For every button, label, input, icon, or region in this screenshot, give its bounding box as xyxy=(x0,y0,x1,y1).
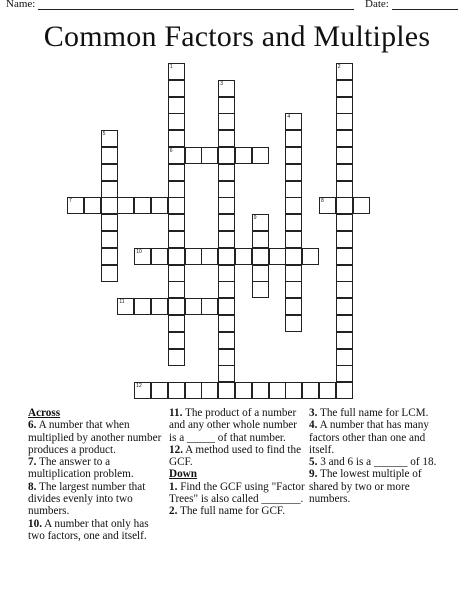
grid-cell[interactable] xyxy=(336,248,353,265)
clue-down-4 xyxy=(309,419,449,456)
grid-cell[interactable] xyxy=(252,231,269,248)
clue-number-label: 9 xyxy=(253,215,257,222)
grid-cell[interactable] xyxy=(235,147,252,164)
grid-cell[interactable] xyxy=(168,113,185,130)
grid-cell[interactable] xyxy=(336,265,353,282)
grid-cell[interactable] xyxy=(336,349,353,366)
clue-text: The lowest multiple of shared by two or more numbers. xyxy=(309,468,422,506)
grid-cell[interactable] xyxy=(285,382,302,399)
clue-across-10 xyxy=(28,518,164,543)
grid-cell[interactable] xyxy=(168,164,185,181)
page-title: Common Factors and Multiples xyxy=(43,20,431,53)
clue-text: A number that only has two factors, one and itself. xyxy=(28,517,149,542)
grid-cell[interactable] xyxy=(336,97,353,114)
grid-cell[interactable] xyxy=(168,349,185,366)
grid-cell[interactable] xyxy=(235,248,252,265)
down-heading: Down xyxy=(169,468,197,481)
grid-cell[interactable] xyxy=(319,197,336,214)
clue-number-label: 12 xyxy=(136,383,142,390)
clue-down-1 xyxy=(169,481,305,506)
grid-cell[interactable] xyxy=(218,113,235,130)
date-label: Date: xyxy=(365,0,389,10)
grid-cell[interactable] xyxy=(151,382,168,399)
grid-cell[interactable] xyxy=(101,214,118,231)
clue-number-label: 6 xyxy=(169,148,173,154)
grid-cell[interactable] xyxy=(168,265,185,282)
grid-cell[interactable] xyxy=(336,315,353,332)
grid-cell[interactable] xyxy=(218,248,235,265)
clue-down-5 xyxy=(309,456,449,468)
grid-cell[interactable] xyxy=(285,265,302,282)
grid-cell[interactable] xyxy=(218,265,235,282)
grid-cell[interactable] xyxy=(218,231,235,248)
clue-down-2 xyxy=(169,505,305,517)
clue-number-label: 4 xyxy=(287,114,291,121)
grid-cell[interactable] xyxy=(336,197,353,214)
grid-cell[interactable] xyxy=(168,248,185,265)
grid-cell[interactable] xyxy=(319,382,336,399)
grid-cell[interactable] xyxy=(101,147,118,164)
clue-text: A number that when multiplied by another number produces a product. xyxy=(28,419,162,456)
grid-cell[interactable] xyxy=(101,130,118,147)
grid-cell[interactable] xyxy=(252,265,269,282)
grid-cell[interactable] xyxy=(101,248,118,265)
grid-cell[interactable] xyxy=(218,181,235,198)
grid-cell[interactable] xyxy=(168,298,185,315)
grid-cell[interactable] xyxy=(285,113,302,130)
grid-cell[interactable] xyxy=(218,80,235,97)
grid-cell[interactable] xyxy=(168,382,185,399)
clue-number-label: 11 xyxy=(119,299,125,306)
grid-cell[interactable] xyxy=(336,164,353,181)
grid-cell[interactable] xyxy=(168,231,185,248)
grid-cell[interactable] xyxy=(336,80,353,97)
clues-column-2 xyxy=(169,407,305,518)
clue-text: Find the GCF using "Factor Trees" is also called _______. xyxy=(169,480,305,506)
clue-number: 3. xyxy=(309,407,318,419)
grid-cell[interactable] xyxy=(235,382,252,399)
grid-cell[interactable] xyxy=(218,214,235,231)
grid-cell[interactable] xyxy=(218,130,235,147)
clue-number: 11. xyxy=(169,407,183,419)
grid-cell[interactable] xyxy=(218,315,235,332)
grid-cell[interactable] xyxy=(252,214,269,231)
clue-number-label: 3 xyxy=(220,80,223,87)
grid-cell[interactable] xyxy=(151,248,168,265)
name-label: Name: xyxy=(6,0,36,10)
clue-number-label: 10 xyxy=(136,248,142,255)
grid-cell[interactable] xyxy=(218,298,235,315)
grid-cell[interactable] xyxy=(252,147,269,164)
clues-column-3 xyxy=(309,407,449,505)
grid-cell[interactable] xyxy=(168,147,185,164)
grid-cell[interactable] xyxy=(168,214,185,231)
grid-cell[interactable] xyxy=(201,298,218,315)
grid-cell[interactable] xyxy=(336,147,353,164)
grid-cell[interactable] xyxy=(101,181,118,198)
clue-text: The full name for GCF. xyxy=(180,505,286,518)
clue-text: A method used to find the GCF. xyxy=(169,443,302,469)
clue-number: 12. xyxy=(169,443,183,456)
grid-cell[interactable] xyxy=(285,231,302,248)
grid-cell[interactable] xyxy=(285,248,302,265)
grid-cell[interactable] xyxy=(336,130,353,147)
clue-number: 1. xyxy=(169,480,178,493)
grid-cell[interactable] xyxy=(134,298,151,315)
clues-column-1 xyxy=(28,407,164,542)
grid-cell[interactable] xyxy=(117,197,134,214)
grid-cell[interactable] xyxy=(84,197,101,214)
grid-cell[interactable] xyxy=(168,197,185,214)
grid-cell[interactable] xyxy=(285,214,302,231)
grid-cell[interactable] xyxy=(353,197,370,214)
grid-cell[interactable] xyxy=(218,147,235,164)
grid-cell[interactable] xyxy=(218,332,235,349)
clue-text: The full name for LCM. xyxy=(320,407,429,419)
clue-number-label: 7 xyxy=(69,198,72,205)
grid-cell[interactable] xyxy=(201,147,218,164)
grid-cell[interactable] xyxy=(168,281,185,298)
grid-cell[interactable] xyxy=(336,332,353,349)
clue-number-label: 2 xyxy=(337,64,341,70)
grid-cell[interactable] xyxy=(269,382,286,399)
clue-across-6 xyxy=(28,419,164,456)
grid-cell[interactable] xyxy=(101,231,118,248)
grid-cell[interactable] xyxy=(218,365,235,382)
grid-cell[interactable] xyxy=(134,248,151,265)
clue-number: 6. xyxy=(28,419,37,432)
grid-cell[interactable] xyxy=(285,197,302,214)
grid-cell[interactable] xyxy=(117,298,134,315)
clue-number: 9. xyxy=(309,468,318,481)
grid-cell[interactable] xyxy=(269,248,286,265)
clue-text: The product of a number and any other whole number is a _____ of that number. xyxy=(169,407,297,444)
grid-cell[interactable] xyxy=(151,298,168,315)
clue-text: The largest number that divides evenly into two numbers. xyxy=(28,480,146,518)
grid-cell[interactable] xyxy=(285,130,302,147)
grid-cell[interactable] xyxy=(201,248,218,265)
grid-cell[interactable] xyxy=(252,248,269,265)
grid-cell[interactable] xyxy=(285,298,302,315)
grid-cell[interactable] xyxy=(101,197,118,214)
grid-cell[interactable] xyxy=(134,382,151,399)
clue-number-label: 5 xyxy=(102,131,106,138)
grid-cell[interactable] xyxy=(201,382,218,399)
grid-cell[interactable] xyxy=(336,113,353,130)
clue-across-7 xyxy=(28,456,164,481)
grid-cell[interactable] xyxy=(218,382,235,399)
clue-number: 5. xyxy=(309,456,318,469)
clue-number-label: 1 xyxy=(169,64,173,70)
grid-cell[interactable] xyxy=(285,147,302,164)
clue-text: The answer to a multiplication problem. xyxy=(28,456,134,481)
grid-cell[interactable] xyxy=(302,382,319,399)
grid-cell[interactable] xyxy=(67,197,84,214)
clue-across-12 xyxy=(169,444,305,469)
clue-text: 3 and 6 is a ______ of 18. xyxy=(320,456,437,469)
grid-cell[interactable] xyxy=(218,349,235,366)
grid-cell[interactable] xyxy=(101,164,118,181)
grid-cell[interactable] xyxy=(168,80,185,97)
grid-cell[interactable] xyxy=(285,315,302,332)
grid-cell[interactable] xyxy=(168,315,185,332)
grid-cell[interactable] xyxy=(185,248,202,265)
grid-cell[interactable] xyxy=(101,265,118,282)
clue-down-3 xyxy=(309,407,449,419)
grid-cell[interactable] xyxy=(302,248,319,265)
clue-number: 10. xyxy=(28,517,42,530)
clue-across-11 xyxy=(169,407,305,444)
grid-cell[interactable] xyxy=(151,197,168,214)
grid-cell[interactable] xyxy=(285,164,302,181)
grid-cell[interactable] xyxy=(168,181,185,198)
grid-cell[interactable] xyxy=(185,147,202,164)
across-heading: Across xyxy=(28,407,61,419)
grid-cell[interactable] xyxy=(285,181,302,198)
grid-cell[interactable] xyxy=(185,382,202,399)
clue-across-8 xyxy=(28,481,164,518)
grid-cell[interactable] xyxy=(168,63,185,80)
grid-cell[interactable] xyxy=(336,181,353,198)
grid-cell[interactable] xyxy=(168,130,185,147)
grid-cell[interactable] xyxy=(285,281,302,298)
grid-cell[interactable] xyxy=(252,382,269,399)
grid-cell[interactable] xyxy=(218,164,235,181)
grid-cell[interactable] xyxy=(218,281,235,298)
clue-number-label: 8 xyxy=(321,198,324,205)
clue-number: 4. xyxy=(309,419,318,432)
grid-cell[interactable] xyxy=(336,382,353,399)
grid-cell[interactable] xyxy=(168,97,185,114)
grid-cell[interactable] xyxy=(336,365,353,382)
clue-number: 8. xyxy=(28,480,37,493)
grid-cell[interactable] xyxy=(218,197,235,214)
clue-down-9 xyxy=(309,468,449,505)
grid-cell[interactable] xyxy=(252,281,269,298)
clue-number: 7. xyxy=(28,456,37,469)
grid-cell[interactable] xyxy=(185,298,202,315)
grid-cell[interactable] xyxy=(336,63,353,80)
grid-cell[interactable] xyxy=(168,332,185,349)
grid-cell[interactable] xyxy=(134,197,151,214)
grid-cell[interactable] xyxy=(336,298,353,315)
grid-cell[interactable] xyxy=(336,231,353,248)
grid-cell[interactable] xyxy=(336,281,353,298)
grid-cell[interactable] xyxy=(336,214,353,231)
clue-number: 2. xyxy=(169,505,178,518)
grid-cell[interactable] xyxy=(218,97,235,114)
clue-text: A number that has many factors other than one and itself. xyxy=(309,419,429,456)
